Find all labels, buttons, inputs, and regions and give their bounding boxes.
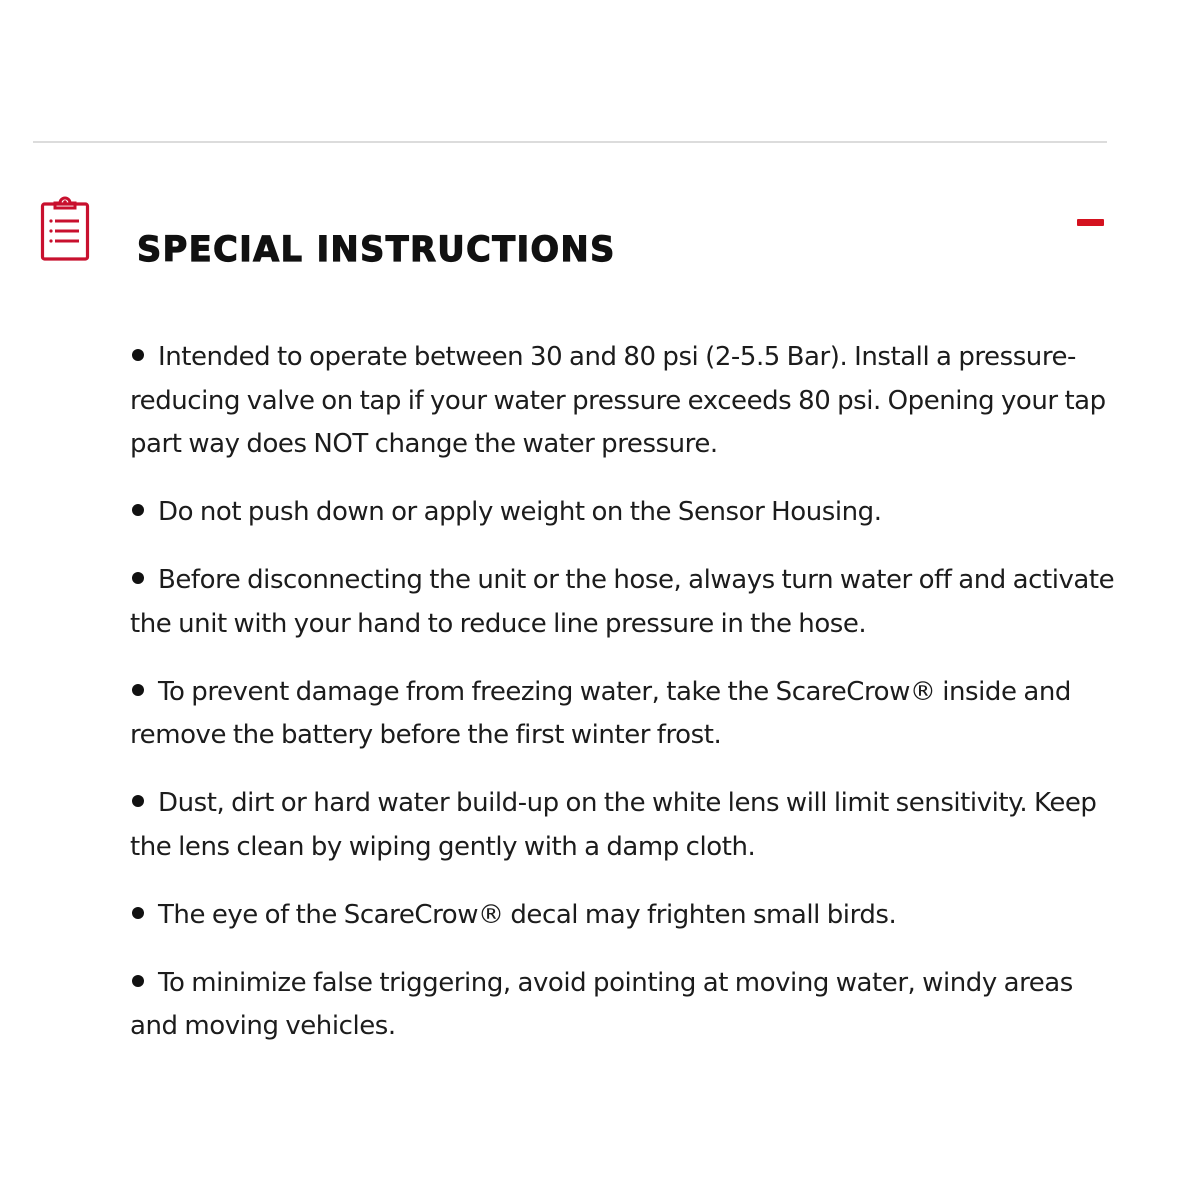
list-item xyxy=(130,782,1120,869)
bullet-icon xyxy=(132,349,144,361)
instruction-text: Dust, dirt or hard water build-up on the white lens will limit sensitivity. Keep the lens clean by wiping gently with a damp cloth. xyxy=(130,788,1097,862)
section-divider xyxy=(33,141,1107,143)
minus-icon xyxy=(1077,219,1104,226)
list-item xyxy=(130,894,1120,938)
bullet-icon xyxy=(132,572,144,584)
list-item xyxy=(130,559,1120,646)
instruction-text: To minimize false triggering, avoid pointing at moving water, windy areas and moving vehicles. xyxy=(130,967,1073,1041)
list-item xyxy=(130,962,1120,1049)
clipboard-list-icon xyxy=(40,194,90,262)
section-title: SPECIAL INSTRUCTIONS xyxy=(137,230,616,271)
list-item xyxy=(130,336,1120,467)
bullet-icon xyxy=(132,684,144,696)
bullet-icon xyxy=(132,907,144,919)
collapse-toggle-button[interactable] xyxy=(1070,205,1114,241)
bullet-icon xyxy=(132,795,144,807)
instruction-text: To prevent damage from freezing water, take the ScareCrow® inside and remove the battery before the first winter frost. xyxy=(130,676,1071,750)
list-item xyxy=(130,491,1120,535)
bullet-icon xyxy=(132,504,144,516)
instruction-text: Before disconnecting the unit or the hose, always turn water off and activate the unit with your hand to reduce line pressure in the hose. xyxy=(130,565,1115,639)
bullet-icon xyxy=(132,975,144,987)
instructions-list xyxy=(130,336,1120,1073)
instruction-text: The eye of the ScareCrow® decal may frighten small birds. xyxy=(158,899,897,930)
instruction-text: Do not push down or apply weight on the Sensor Housing. xyxy=(158,497,882,527)
instruction-text: Intended to operate between 30 and 80 psi (2-5.5 Bar). Install a pressure-reducing valve on tap if your water pressure exceeds 80 psi. Opening your tap part way does NOT change the water pressure. xyxy=(130,342,1106,459)
list-item xyxy=(130,671,1120,758)
